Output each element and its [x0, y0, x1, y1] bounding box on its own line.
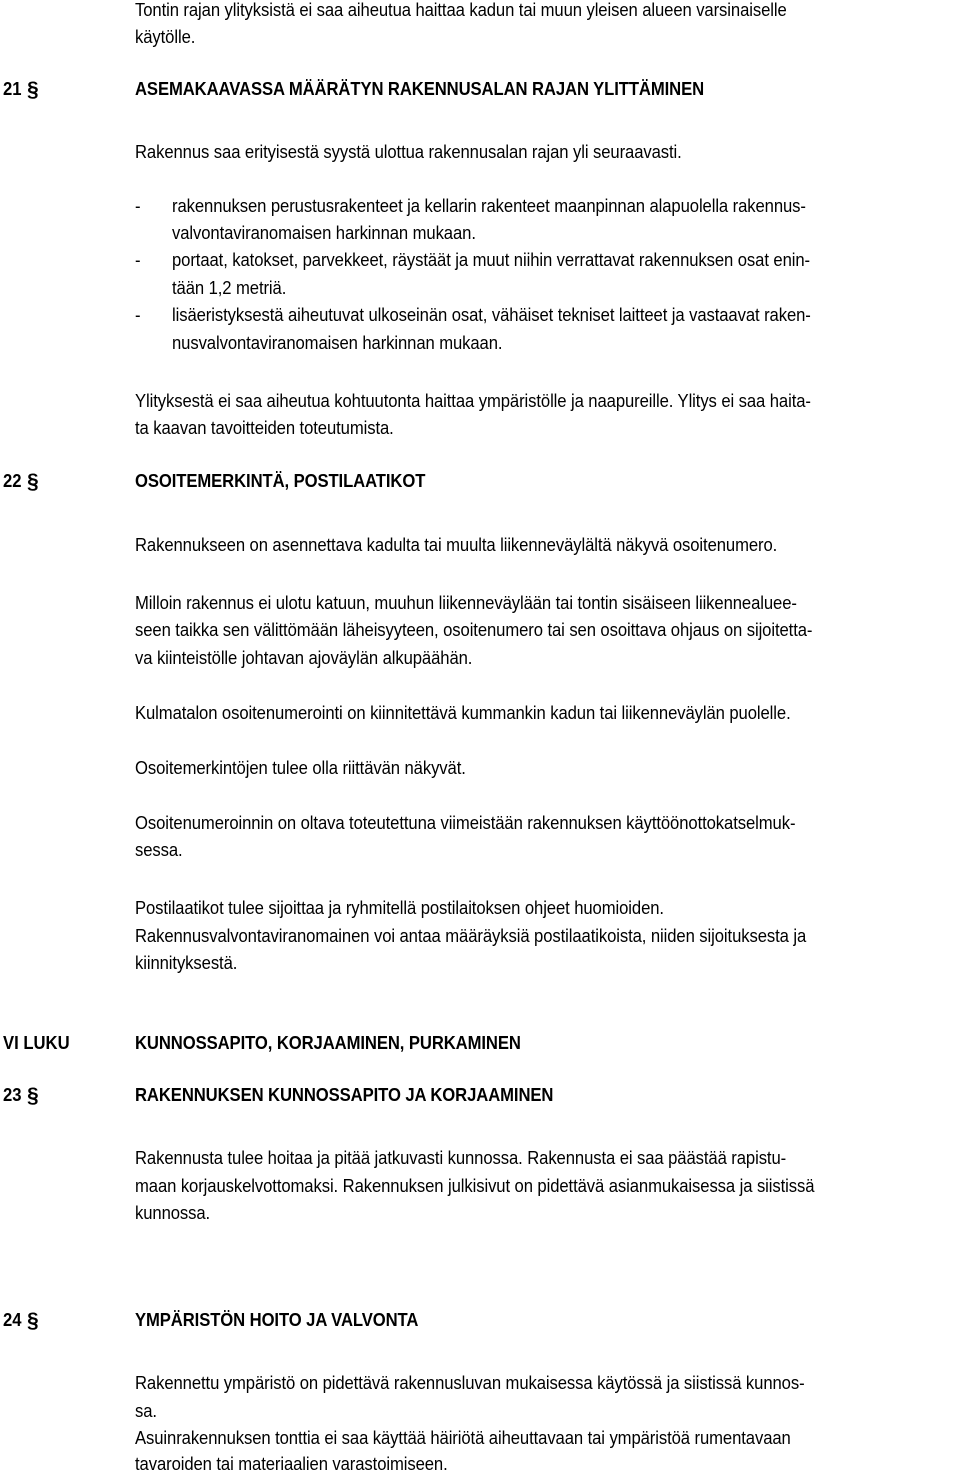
section-23-number: 23 — [3, 1084, 22, 1105]
chapter-number: VI LUKU — [3, 1032, 70, 1053]
bullet-dash: - — [135, 304, 141, 325]
section-21-paragraph: Ylityksestä ei saa aiheutua kohtuutonta haittaa ympäristölle ja naapureille. Ylitys ei saa haita- — [135, 390, 811, 411]
intro-line: käytölle. — [135, 26, 196, 47]
bullet-line: valvontaviranomaisen harkinnan mukaan. — [172, 222, 476, 243]
section-22-paragraph: Kulmatalon osoitenumerointi on kiinnitettävä kummankin kadun tai liikenneväylän puolelle. — [135, 702, 791, 723]
chapter-title: KUNNOSSAPITO, KORJAAMINEN, PURKAMINEN — [135, 1032, 521, 1053]
section-sign: § — [27, 78, 39, 101]
bullet-line: nusvalvontaviranomaisen harkinnan mukaan. — [172, 332, 503, 353]
section-sign: § — [27, 1084, 39, 1107]
section-23-paragraph: Rakennusta tulee hoitaa ja pitää jatkuvasti kunnossa. Rakennusta ei saa päästää rapistu- — [135, 1147, 787, 1168]
section-22-paragraph: va kiinteistölle johtavan ajoväylän alkupäähän. — [135, 647, 473, 668]
section-24-paragraph: Asuinrakennuksen tonttia ei saa käyttää häiriötä aiheuttavaan tai ympäristöä rumentavaan — [135, 1427, 791, 1448]
bullet-dash: - — [135, 249, 141, 270]
section-24-title: YMPÄRISTÖN HOITO JA VALVONTA — [135, 1309, 419, 1330]
section-22-paragraph: Postilaatikot tulee sijoittaa ja ryhmitellä postilaitoksen ohjeet huomioiden. — [135, 897, 664, 918]
section-23-paragraph: kunnossa. — [135, 1202, 211, 1223]
section-22-paragraph: Osoitemerkintöjen tulee olla riittävän näkyvät. — [135, 757, 466, 778]
bullet-dash: - — [135, 195, 141, 216]
bullet-line: tään 1,2 metriä. — [172, 277, 287, 298]
section-22-paragraph: Rakennukseen on asennettava kadulta tai muulta liikenneväylältä näkyvä osoitenumero. — [135, 534, 778, 555]
bullet-line: portaat, katokset, parvekkeet, räystäät ja muut niihin verrattavat rakennuksen osat enin- — [172, 249, 810, 270]
section-22-paragraph: Osoitenumeroinnin on oltava toteutettuna viimeistään rakennuksen käyttöönottokatselmuk- — [135, 812, 796, 833]
section-sign: § — [27, 1309, 39, 1332]
section-22-title: OSOITEMERKINTÄ, POSTILAATIKOT — [135, 470, 426, 491]
section-23-title: RAKENNUKSEN KUNNOSSAPITO JA KORJAAMINEN — [135, 1084, 554, 1105]
section-22-number: 22 — [3, 470, 22, 491]
section-24-paragraph: Rakennettu ympäristö on pidettävä rakennusluvan mukaisessa käytössä ja siistissä kunnos- — [135, 1372, 805, 1393]
intro-line: Tontin rajan ylityksistä ei saa aiheutua haittaa kadun tai muun yleisen alueen varsinaiselle — [135, 0, 787, 20]
section-24-paragraph: tavaroiden tai materiaalien varastoimiseen. — [135, 1453, 448, 1474]
section-24-paragraph: sa. — [135, 1400, 157, 1421]
section-21-number: 21 — [3, 78, 22, 99]
section-21-paragraph: ta kaavan tavoitteiden toteutumista. — [135, 417, 394, 438]
bullet-line: rakennuksen perustusrakenteet ja kellarin rakenteet maanpinnan alapuolella rakennus- — [172, 195, 806, 216]
section-21-lead: Rakennus saa erityisestä syystä ulottua rakennusalan rajan yli seuraavasti. — [135, 141, 682, 162]
section-24-number: 24 — [3, 1309, 22, 1330]
section-22-paragraph: Milloin rakennus ei ulotu katuun, muuhun liikenneväylään tai tontin sisäiseen liikennealuee- — [135, 592, 797, 613]
section-22-paragraph: sessa. — [135, 839, 183, 860]
section-sign: § — [27, 470, 39, 493]
section-22-paragraph: kiinnityksestä. — [135, 952, 238, 973]
bullet-line: lisäeristyksestä aiheutuvat ulkoseinän osat, vähäiset tekniset laitteet ja vastaavat raken- — [172, 304, 811, 325]
section-21-title: ASEMAKAAVASSA MÄÄRÄTYN RAKENNUSALAN RAJAN YLITTÄMINEN — [135, 78, 705, 99]
section-23-paragraph: maan korjauskelvottomaksi. Rakennuksen julkisivut on pidettävä asianmukaisessa ja siistissä — [135, 1175, 815, 1196]
section-22-paragraph: Rakennusvalvontaviranomainen voi antaa määräyksiä postilaatikoista, niiden sijoituksesta ja — [135, 925, 807, 946]
section-22-paragraph: seen taikka sen välittömään läheisyyteen, osoitenumero tai sen osoittava ohjaus on sijoitetta- — [135, 619, 813, 640]
